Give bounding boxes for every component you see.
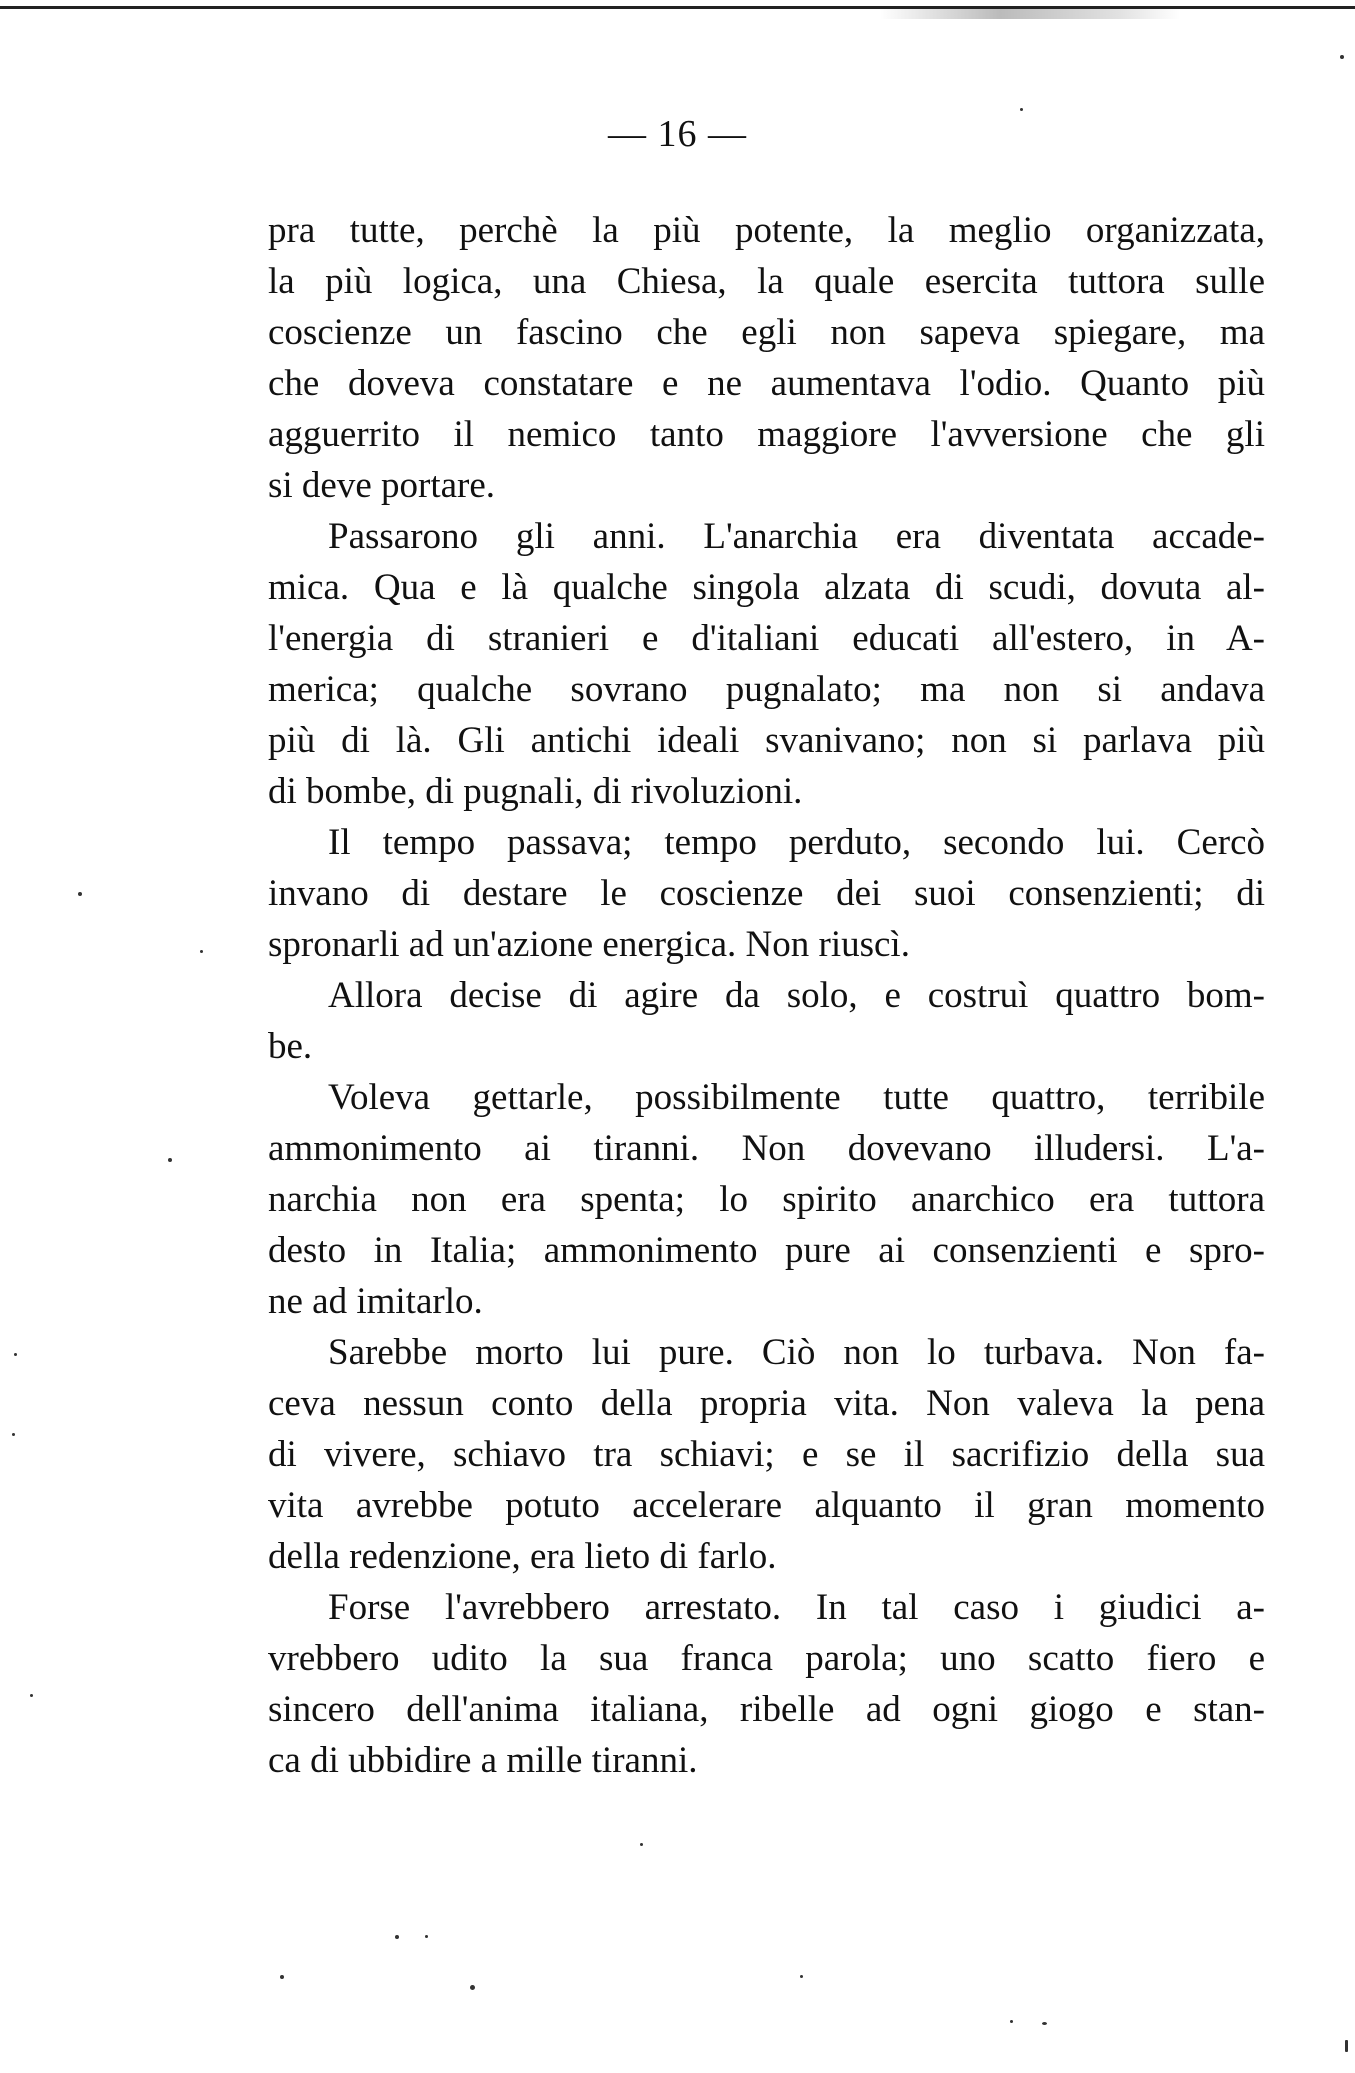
text-line: mica. Qua e là qualche singola alzata di scudi, dovuta al-: [268, 567, 1265, 608]
scan-speck: [200, 950, 203, 953]
text-line: coscienze un fascino che egli non sapeva spiegare, ma: [268, 312, 1265, 353]
scan-speck: [1010, 2020, 1013, 2023]
scan-speck: [1020, 108, 1023, 111]
text-line: Allora decise di agire da solo, e costruì quattro bom-: [328, 975, 1265, 1016]
text-line: la più logica, una Chiesa, la quale esercita tuttora sulle: [268, 261, 1265, 302]
scan-speck: [168, 1158, 172, 1162]
text-line: più di là. Gli antichi ideali svanivano; non si parlava più: [268, 720, 1265, 761]
scan-speck: [30, 1694, 33, 1697]
scan-speck: [1345, 2040, 1348, 2052]
text-line: Sarebbe morto lui pure. Ciò non lo turbava. Non fa-: [328, 1332, 1265, 1373]
scan-shadow: [880, 9, 1180, 19]
text-line: merica; qualche sovrano pugnalato; ma non si andava: [268, 669, 1265, 710]
text-line: ammonimento ai tiranni. Non dovevano illudersi. L'a-: [268, 1128, 1265, 1169]
text-line: Il tempo passava; tempo perduto, secondo lui. Cercò: [328, 822, 1265, 863]
text-line: di vivere, schiavo tra schiavi; e se il sacrifizio della sua: [268, 1434, 1265, 1475]
text-line: Forse l'avrebbero arrestato. In tal caso i giudici a-: [328, 1587, 1265, 1628]
scan-speck: [14, 1353, 17, 1356]
text-line: l'energia di stranieri e d'italiani educati all'estero, in A-: [268, 618, 1265, 659]
text-line: pra tutte, perchè la più potente, la meglio organizzata,: [268, 210, 1265, 251]
scan-speck: [640, 1843, 643, 1846]
text-line: che doveva constatare e ne aumentava l'odio. Quanto più: [268, 363, 1265, 404]
scan-speck: [12, 1433, 15, 1436]
text-line: ca di ubbidire a mille tiranni.: [268, 1740, 698, 1781]
scan-speck: [1340, 55, 1344, 59]
text-line: vrebbero udito la sua franca parola; uno scatto fiero e: [268, 1638, 1265, 1679]
scan-speck: [800, 1975, 803, 1978]
scan-speck: [1042, 2022, 1047, 2025]
text-line: vita avrebbe potuto accelerare alquanto il gran momento: [268, 1485, 1265, 1526]
scan-speck: [470, 1985, 475, 1990]
scan-speck: [425, 1935, 428, 1938]
text-line: della redenzione, era lieto di farlo.: [268, 1536, 777, 1577]
text-line: narchia non era spenta; lo spirito anarchico era tuttora: [268, 1179, 1265, 1220]
text-line: Voleva gettarle, possibilmente tutte quattro, terribile: [328, 1077, 1265, 1118]
text-line: agguerrito il nemico tanto maggiore l'avversione che gli: [268, 414, 1265, 455]
text-line: si deve portare.: [268, 465, 496, 506]
page-number: — 16 —: [608, 113, 747, 155]
text-line: Passarono gli anni. L'anarchia era diventata accade-: [328, 516, 1265, 557]
scan-speck: [395, 1935, 399, 1939]
text-line: ne ad imitarlo.: [268, 1281, 483, 1322]
scan-speck: [78, 892, 82, 896]
page-body: [268, 205, 1265, 1786]
scan-speck: [280, 1975, 284, 1979]
text-line: sincero dell'anima italiana, ribelle ad ogni giogo e stan-: [268, 1689, 1265, 1730]
text-line: di bombe, di pugnali, di rivoluzioni.: [268, 771, 803, 812]
text-line: spronarli ad un'azione energica. Non riuscì.: [268, 924, 910, 965]
text-line: invano di destare le coscienze dei suoi consenzienti; di: [268, 873, 1265, 914]
text-line: ceva nessun conto della propria vita. Non valeva la pena: [268, 1383, 1265, 1424]
text-line: desto in Italia; ammonimento pure ai consenzienti e spro-: [268, 1230, 1265, 1271]
text-line: be.: [268, 1026, 313, 1067]
